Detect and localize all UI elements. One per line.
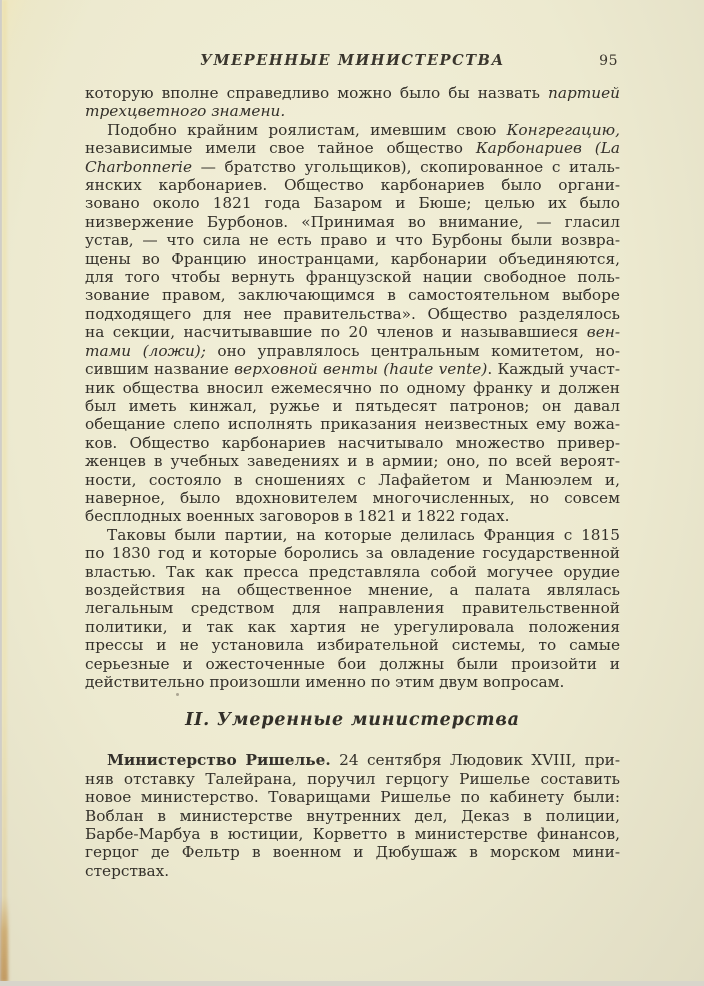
- running-title: УМЕРЕННЫЕ МИНИСТЕРСТВА: [200, 52, 505, 69]
- text-line: подходящего для нее правительства». Общество разделялось: [85, 304, 620, 323]
- text-line: серьезные и ожесточенные бои должны были произойти и: [85, 654, 620, 673]
- text-line: сившим название верховной венты (haute vente). Каждый участ-: [85, 360, 621, 379]
- text-line: янских карбонариев. Общество карбонариев было органи-: [85, 176, 620, 195]
- text-line: женцев в учебных заведениях и в армии; оно, по всей вероят-: [85, 452, 620, 471]
- text-line: Барбе-Марбуа в юстиции, Корветто в министерстве финансов,: [85, 825, 620, 844]
- paragraph: [85, 84, 620, 121]
- text-line: щены во Францию иностранцами, карбонарии объединяются,: [85, 249, 620, 268]
- text-line: для того чтобы вернуть французской нации свободное поль-: [85, 268, 620, 287]
- text-line: прессы и не установила избирательной системы, то самые: [85, 636, 620, 655]
- text-line: политики, и так как хартия не урегулировала положения: [85, 617, 620, 636]
- text-line: ности, состояло в сношениях с Лафайетом и Манюэлем и,: [85, 470, 620, 489]
- text-line: был иметь кинжал, ружье и пятьдесят патронов; он давал: [85, 396, 620, 415]
- section-heading: II. Умеренные министерства: [185, 710, 520, 731]
- text-line: легальным средством для направления правительственной: [85, 599, 620, 618]
- text-line: Charbonnerie — братство угольщиков), скопированное с италь-: [85, 157, 620, 176]
- text-line: зование правом, заключающимся в самостоятельном выборе: [85, 286, 620, 305]
- paragraph: [85, 526, 620, 692]
- text-line: воздействия на общественное мнение, а палата являлась: [85, 580, 620, 599]
- text-line: властью. Так как пресса представляла собой могучее орудие: [85, 562, 620, 581]
- text-line: устав, — что сила не есть право и что Бурбоны были возвра-: [85, 231, 620, 250]
- text-line: герцог де Фельтр в военном и Дюбушаж в морском мини-: [85, 843, 620, 862]
- text-line: которую вполне справедливо можно было бы назвать партией: [85, 84, 620, 102]
- ink-speck: [176, 693, 179, 696]
- text-line: бесплодных военных заговоров в 1821 и 1822 годах.: [85, 507, 510, 526]
- text-line: няв отставку Талейрана, поручил герцогу Ришелье составить: [85, 769, 620, 788]
- paragraph: [85, 751, 620, 880]
- text-line: независимые имели свое тайное общество Карбонариев (La: [85, 139, 621, 158]
- text-line: обещание слепо исполнять приказания неизвестных ему вожа-: [85, 415, 620, 434]
- text-line: Подобно крайним роялистам, имевшим свою Конгрегацию,: [107, 120, 620, 139]
- scan-bottom-left-smudge: [0, 898, 8, 982]
- text-line: тами (ложи); оно управлялось центральным комитетом, но-: [85, 341, 620, 360]
- text-line: Таковы были партии, на которые делилась Франция с 1815: [107, 525, 620, 544]
- text-line: наверное, было вдохновителем многочисленных, но совсем: [85, 488, 620, 507]
- page-body: [85, 84, 620, 880]
- text-line: низвержение Бурбонов. «Принимая во внимание, — гласил: [85, 212, 620, 231]
- running-head: [85, 52, 620, 74]
- text-line: зовано около 1821 года Базаром и Бюше; целью их было: [85, 194, 620, 213]
- text-line: стерствах.: [85, 861, 170, 880]
- text-line: Министерство Ришелье. 24 сентября Людовик XVIII, при-: [107, 751, 620, 770]
- text-line: ник общества вносил ежемесячно по одному франку и должен: [85, 378, 620, 397]
- scan-left-edge-tint: [2, 0, 7, 986]
- paragraph: [85, 121, 620, 526]
- scan-bottom-edge: [0, 981, 704, 986]
- text-line: трехцветного знамени.: [85, 102, 286, 121]
- text-line: Воблан в министерстве внутренних дел, Деказ в полиции,: [85, 806, 620, 825]
- text-line: по 1830 год и которые боролись за овладение государственной: [85, 544, 620, 563]
- text-line: действительно произошли именно по этим двум вопросам.: [85, 673, 565, 691]
- text-line: ков. Общество карбонариев насчитывало множество привер-: [85, 433, 620, 452]
- text-line: на секции, насчитывавшие по 20 членов и называвшиеся вен-: [85, 323, 620, 342]
- page-number: 95: [599, 53, 618, 69]
- text-line: новое министерство. Товарищами Ришелье по кабинету были:: [85, 788, 620, 807]
